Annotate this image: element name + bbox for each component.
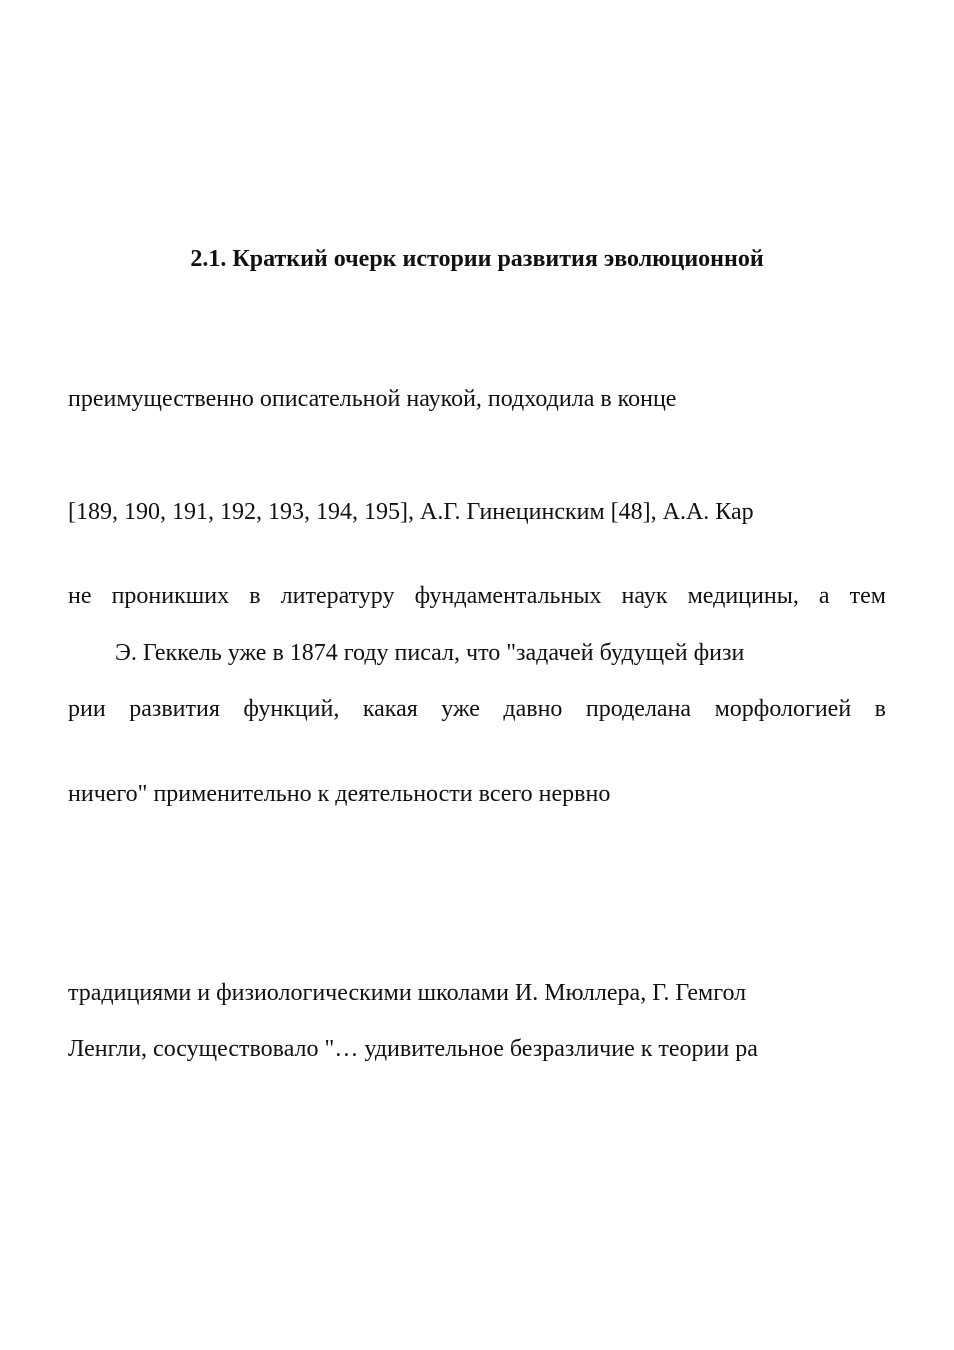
text-line-5: рии развития функций, какая уже давно проделана морфологией в	[68, 696, 886, 722]
text-line-1: преимущественно описательной наукой, подходила в конце	[68, 386, 677, 412]
text-line-8: Ленгли, сосуществовало "… удивительное безразличие к теории ра	[68, 1036, 758, 1062]
text-line-4: Э. Геккель уже в 1874 году писал, что "задачей будущей физи	[115, 640, 745, 666]
text-line-3: не проникших в литературу фундаментальных наук медицины, а тем	[68, 583, 886, 609]
text-line-6: ничего" применительно к деятельности всего нервно	[68, 781, 611, 807]
text-line-7: традициями и физиологическими школами И. Мюллера, Г. Гемгол	[68, 980, 747, 1006]
text-line-2: [189, 190, 191, 192, 193, 194, 195], А.Г. Гинецинским [48], А.А. Кар	[68, 499, 754, 525]
section-heading: 2.1. Краткий очерк истории развития эволюционной	[190, 246, 764, 272]
